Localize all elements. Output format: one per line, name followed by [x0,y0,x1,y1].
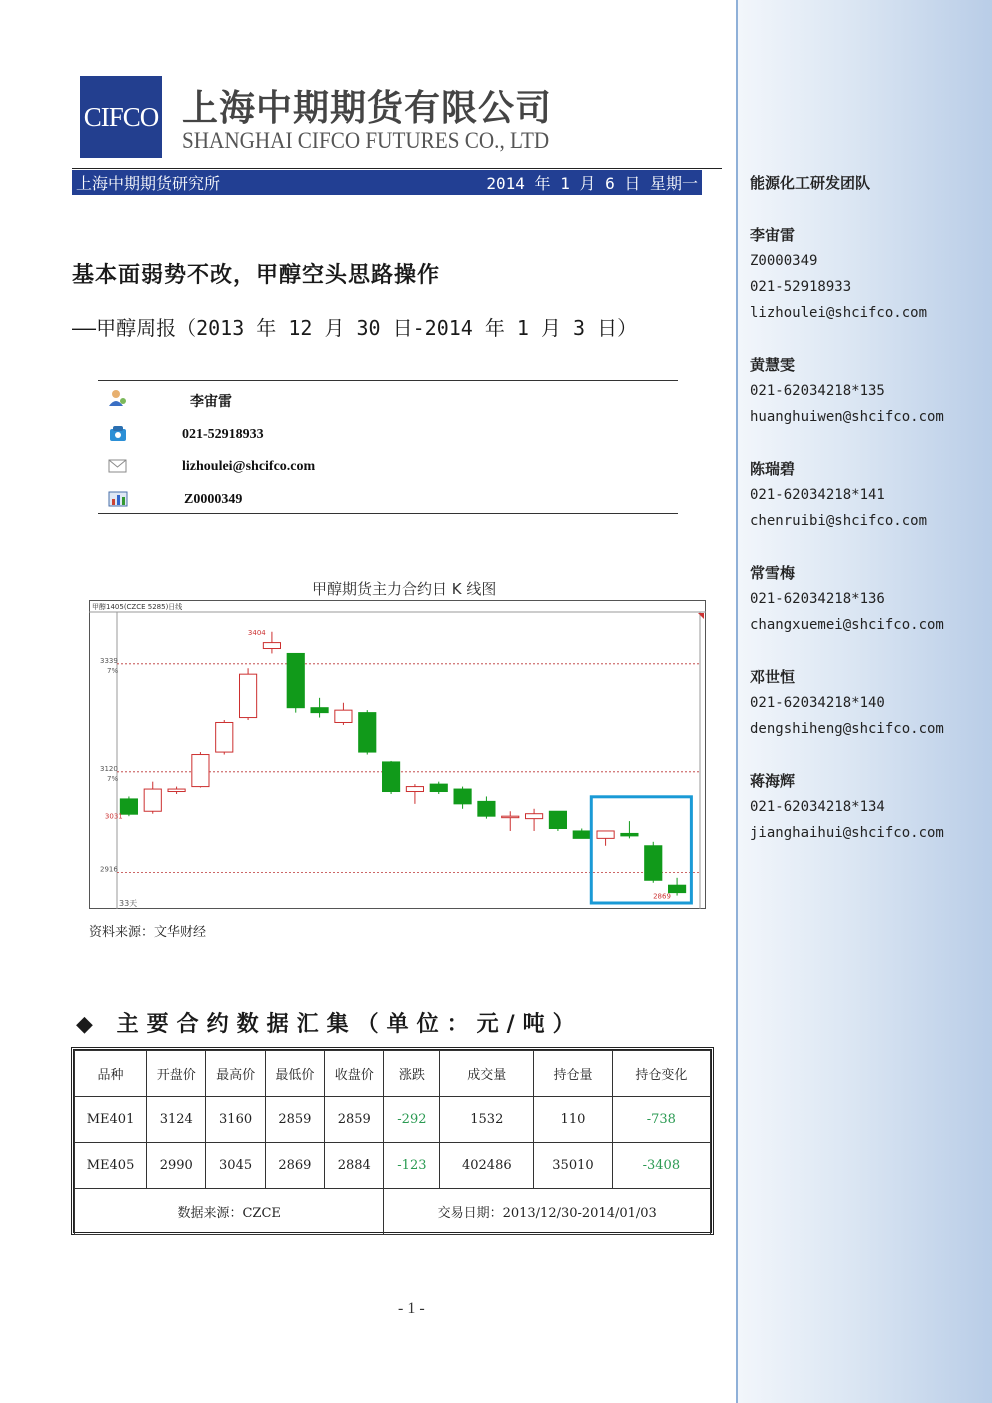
analyst-card [750,664,944,742]
candle-body [192,755,209,787]
contact-license-row [98,490,678,514]
analyst-email[interactable]: huanghuiwen@shcifco.com [750,409,944,425]
candle-body [430,784,447,791]
table-cell: 35010 [534,1143,612,1189]
table-cell: 3124 [147,1097,206,1143]
column-header: 持仓量 [534,1051,612,1097]
analyst-email[interactable]: jianghaihui@shcifco.com [750,825,944,841]
table-cell: ME401 [75,1097,147,1143]
table-footer-row [75,1189,711,1235]
kline-chart-svg [89,600,706,909]
candle-body [359,713,376,752]
price-annotation: 2869 [653,892,671,901]
table-cell: 2869 [265,1143,324,1189]
author-contact [98,380,678,514]
y-tick-sublabel: 7% [107,774,119,783]
header-banner [72,170,702,195]
candle-body [669,885,686,892]
column-header: 成交量 [440,1051,534,1097]
table-cell: -123 [384,1143,440,1189]
analyst-name: 邓世恒 [750,668,796,686]
analyst-name: 陈瑞碧 [750,460,796,478]
candle-body [311,708,328,713]
chart-source: 资料来源：文华财经 [89,925,207,940]
table-cell: -292 [384,1097,440,1143]
table-cell: 2990 [147,1143,206,1189]
section-title: ◆ 主要合约数据汇集（单位：元/吨） [76,1011,583,1037]
table-cell: 1532 [440,1097,534,1143]
candle-body [573,831,590,838]
analyst-card [750,352,944,430]
chart-bottom-label: 33天 [119,899,138,908]
candle-body [383,762,400,792]
institute-name: 上海中期期货研究所 [76,174,221,193]
table-cell: 2859 [325,1097,384,1143]
contact-phone-row [98,425,678,449]
price-annotation: 3404 [247,628,266,637]
report-subtitle: ——甲醇周报（2013 年 12 月 30 日-2014 年 1 月 3 日） [72,316,638,340]
column-header: 最高价 [206,1051,265,1097]
contract-data-table [74,1050,711,1235]
y-tick-sublabel: 7% [107,666,119,675]
column-header: 品种 [75,1051,147,1097]
table-cell: 3045 [206,1143,265,1189]
candle-body [263,643,280,649]
table-row [75,1143,711,1189]
analyst-detail: Z0000349 [750,253,818,269]
contact-phone: 021-52918933 [182,427,264,442]
contact-license: Z0000349 [184,492,243,507]
analyst-detail: 021-62034218*141 [750,487,885,503]
analyst-email[interactable]: chenruibi@shcifco.com [750,513,928,529]
company-logo: CIFCO [80,76,162,158]
analyst-name: 李宙雷 [750,226,796,244]
y-tick-label: 3120 [100,764,118,773]
y-tick-label: 2916 [100,865,118,874]
analyst-name: 常雪梅 [750,564,796,582]
table-cell: 110 [534,1097,612,1143]
candle-body [549,811,566,828]
table-row [75,1097,711,1143]
contact-name-row [98,389,678,413]
table-footer-date: 交易日期：2013/12/30-2014/01/03 [384,1189,711,1235]
contact-name: 李宙雷 [190,395,232,410]
contact-email[interactable]: lizhoulei@shcifco.com [182,459,316,474]
analyst-email[interactable]: lizhoulei@shcifco.com [750,305,928,321]
column-header: 涨跌 [384,1051,440,1097]
table-cell: 2884 [325,1143,384,1189]
candle-body [287,653,304,707]
column-header: 持仓变化 [612,1051,710,1097]
analyst-card [750,560,944,638]
table-cell: 402486 [440,1143,534,1189]
candle-body [502,816,519,818]
analyst-email[interactable]: dengshiheng@shcifco.com [750,721,944,737]
team-title: 能源化工研发团队 [750,174,871,192]
candle-body [168,789,185,791]
analyst-email[interactable]: changxuemei@shcifco.com [750,617,944,633]
report-date: 2014 年 1 月 6 日 星期一 [486,174,698,193]
company-name-cn: 上海中期期货有限公司 [182,88,553,129]
envelope-icon [108,457,128,475]
telephone-icon [108,425,128,443]
analyst-detail: 021-62034218*140 [750,695,885,711]
table-cell: ME405 [75,1143,147,1189]
column-header: 最低价 [265,1051,324,1097]
price-annotation: 3031 [104,812,123,821]
candle-body [478,801,495,816]
candle-body [645,846,662,881]
candle-body [597,831,614,838]
analyst-detail: 021-62034218*134 [750,799,885,815]
table-footer-source: 数据来源：CZCE [75,1189,384,1235]
candle-body [240,674,257,717]
analyst-detail: 021-52918933 [750,279,852,295]
candle-body [144,789,161,811]
column-header: 开盘价 [147,1051,206,1097]
table-header-row [75,1051,711,1097]
candle-body [216,722,233,752]
analyst-detail: 021-62034218*136 [750,591,885,607]
chart-caption: 甲醇期货主力合约日 K 线图 [312,580,497,598]
kline-chart [89,600,706,909]
header-divider [72,168,722,169]
candle-body [526,814,543,819]
report-title: 基本面弱势不改，甲醇空头思路操作 [72,262,441,288]
person-icon [108,389,128,407]
company-name-en: SHANGHAI CIFCO FUTURES CO., LTD [182,128,550,153]
sidebar-panel [736,0,992,1403]
analyst-card [750,768,944,846]
analyst-detail: 021-62034218*135 [750,383,885,399]
analyst-card [750,456,927,534]
table-cell: 3160 [206,1097,265,1143]
candle-body [335,710,352,722]
table-cell: 2859 [265,1097,324,1143]
contact-email-row [98,457,678,481]
analyst-name: 蒋海辉 [750,772,796,790]
candle-body [120,799,137,814]
analyst-name: 黄慧雯 [750,356,796,374]
candle-body [406,787,423,792]
chart-header-text: 甲醇1405(CZCE 5285)日线 [92,603,183,611]
table-cell: -738 [612,1097,710,1143]
table-cell: -3408 [612,1143,710,1189]
page-number: - 1 - [398,1300,425,1317]
analyst-card [750,222,927,326]
chart-icon [108,490,128,508]
column-header: 收盘价 [325,1051,384,1097]
chart-frame [90,601,706,909]
y-tick-label: 3339 [100,656,118,665]
candle-body [621,833,638,835]
candle-body [454,789,471,804]
data-table-frame [71,1047,714,1235]
